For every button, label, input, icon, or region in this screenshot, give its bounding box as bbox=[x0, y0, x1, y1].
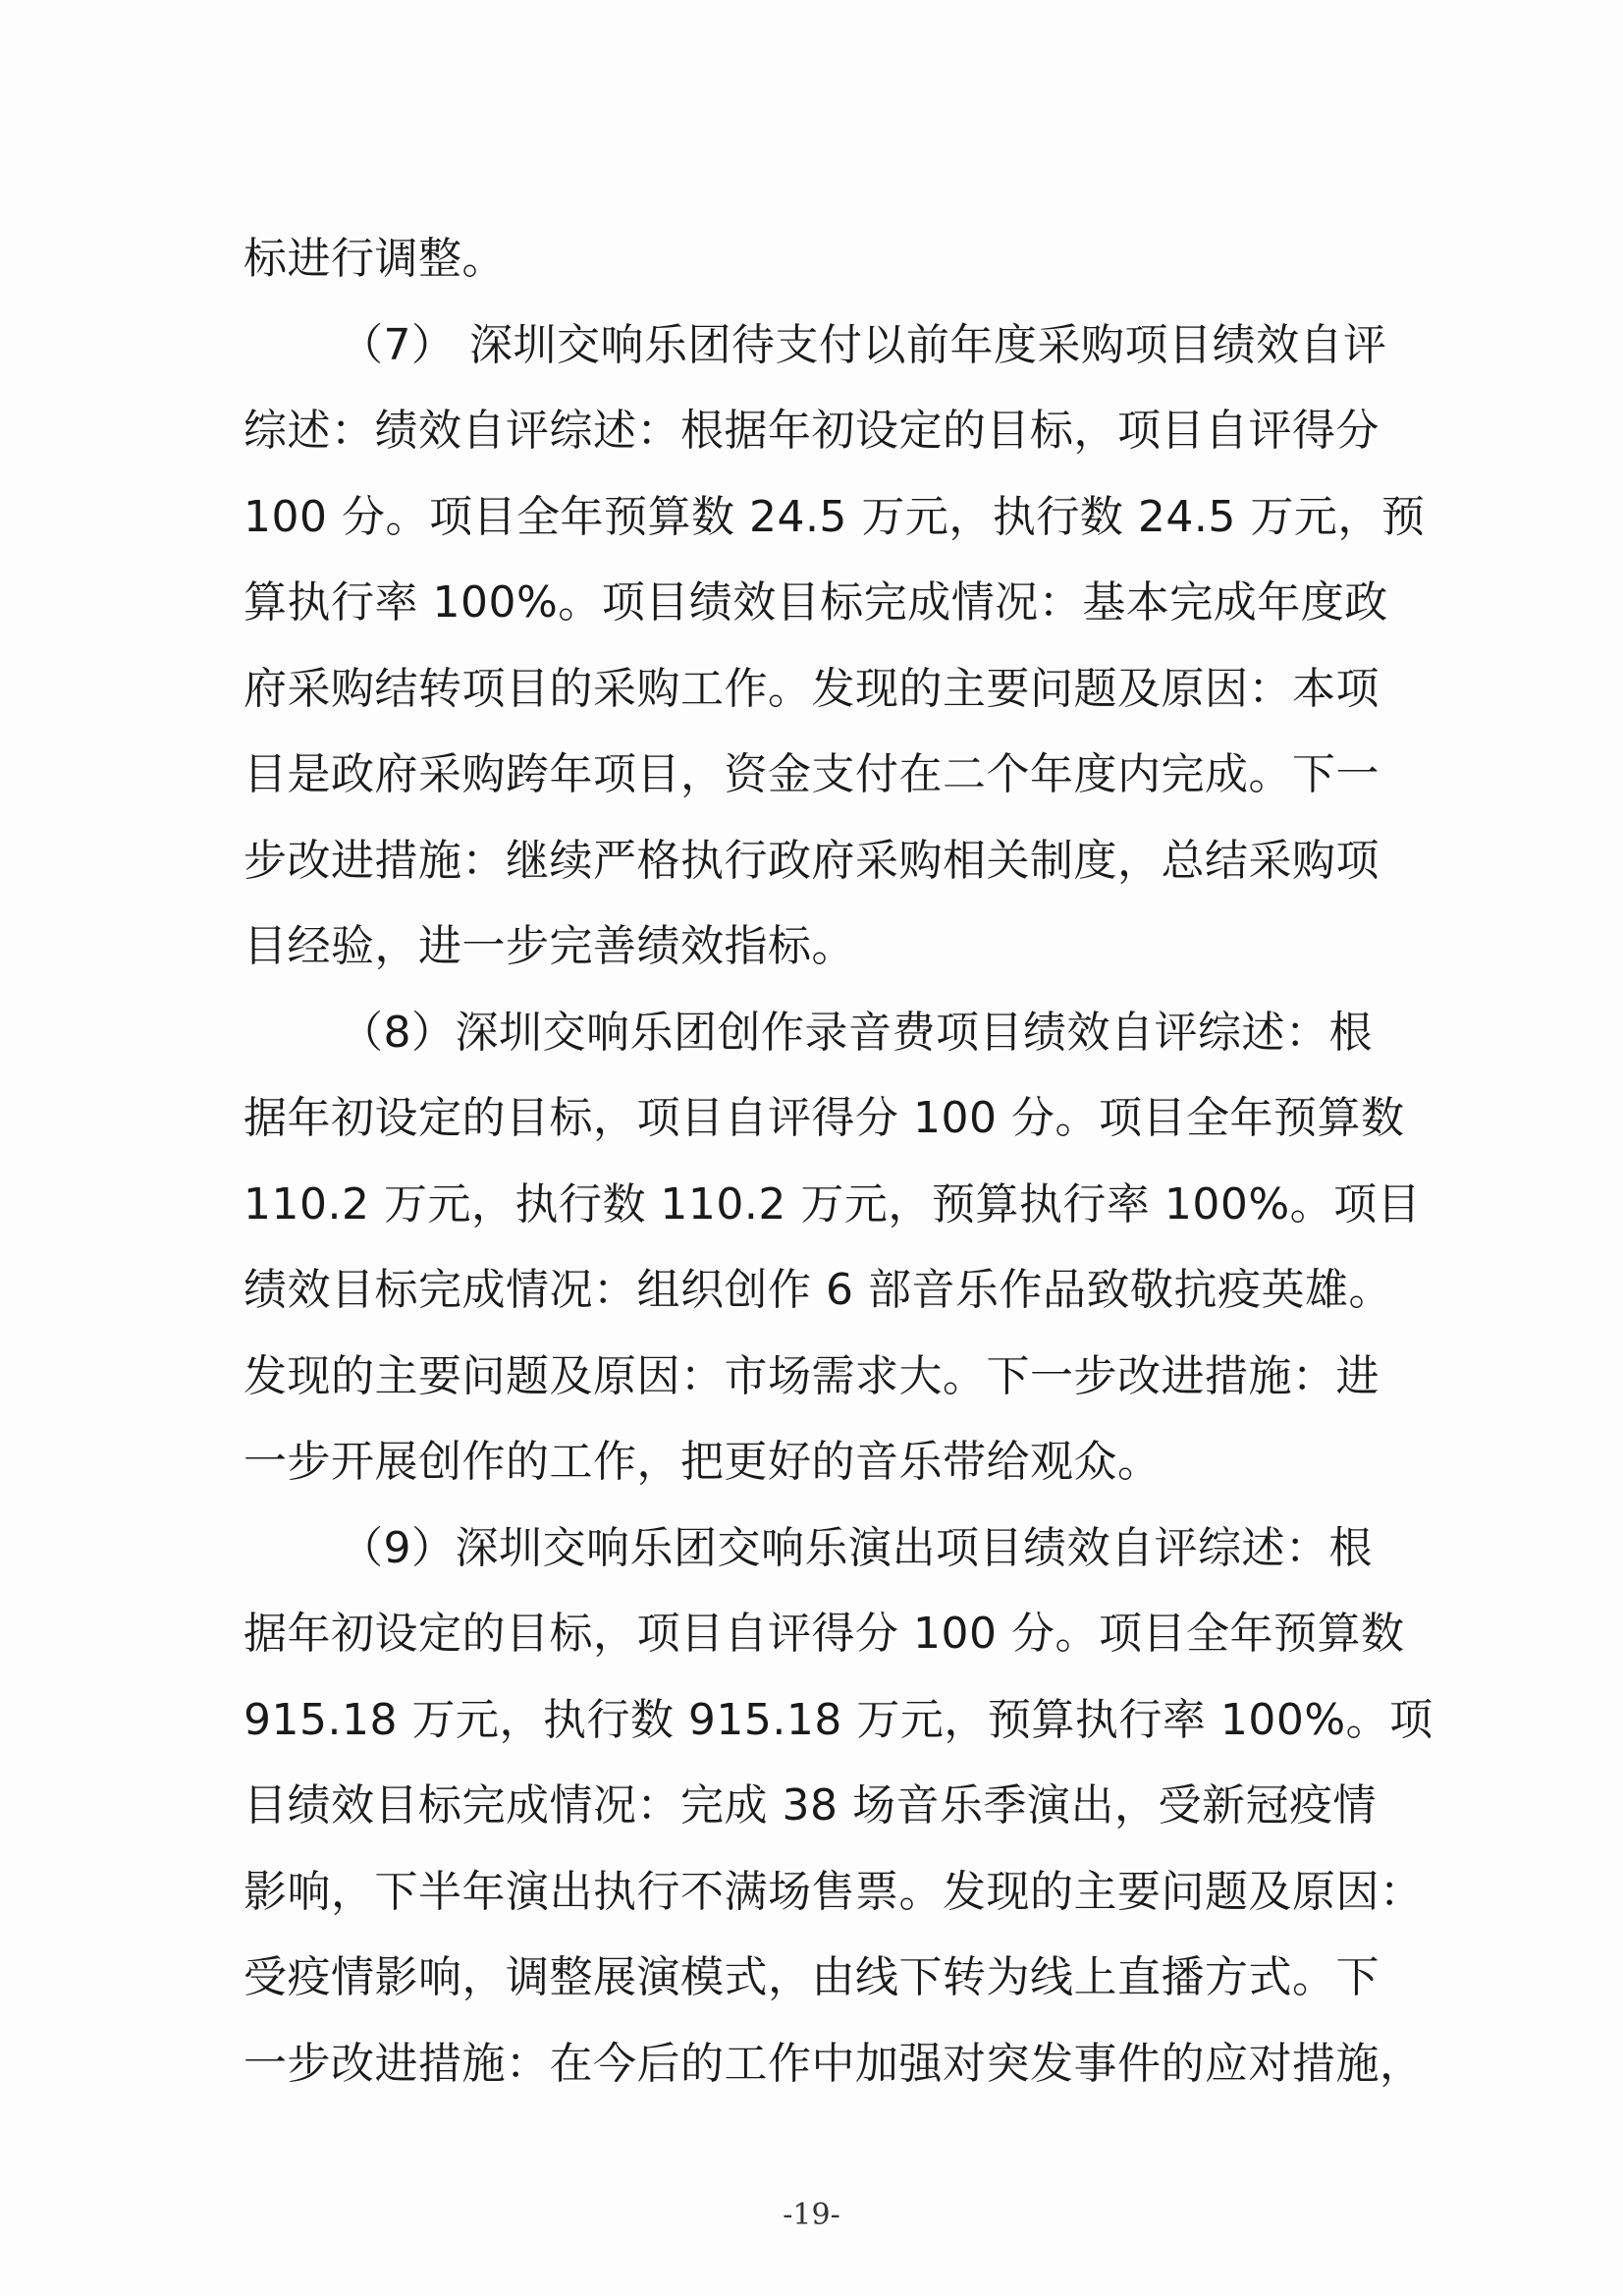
text-line: 915.18 万元，执行数 915.18 万元，预算执行率 100%。项 bbox=[243, 1694, 1434, 1745]
text-line: 据年初设定的目标，项目自评得分 100 分。项目全年预算数 bbox=[243, 1609, 1405, 1659]
text-line: 标进行调整。 bbox=[243, 234, 506, 284]
body-text bbox=[243, 216, 1434, 2106]
text-line: 影响，下半年演出执行不满场售票。发现的主要问题及原因： bbox=[243, 1866, 1424, 1917]
text-line: 据年初设定的目标，项目自评得分 100 分。项目全年预算数 bbox=[243, 1093, 1405, 1143]
page-number: -19- bbox=[783, 2198, 840, 2232]
text-line: 发现的主要问题及原因：市场需求大。下一步改进措施：进 bbox=[243, 1350, 1380, 1401]
text-line: 目经验，进一步完善绩效指标。 bbox=[243, 921, 855, 971]
text-line: 步改进措施：继续严格执行政府采购相关制度，总结采购项 bbox=[243, 835, 1380, 886]
paragraph-9-heading-line: （9）深圳交响乐团交响乐演出项目绩效自评综述：根 bbox=[340, 1522, 1373, 1573]
text-line: 算执行率 100%。项目绩效目标完成情况：基本完成年度政 bbox=[243, 577, 1388, 628]
text-line: 目绩效目标完成情况：完成 38 场音乐季演出，受新冠疫情 bbox=[243, 1780, 1377, 1831]
paragraph-7-heading-line: （7） 深圳交响乐团待支付以前年度采购项目绩效自评 bbox=[340, 319, 1387, 370]
text-line: 一步改进措施：在今后的工作中加强对突发事件的应对措施， bbox=[243, 2038, 1424, 2089]
text-line: 受疫情影响，调整展演模式，由线下转为线上直播方式。下 bbox=[243, 1952, 1380, 2002]
text-line: 综述：绩效自评综述：根据年初设定的目标，项目自评得分 bbox=[243, 406, 1380, 456]
text-line: 府采购结转项目的采购工作。发现的主要问题及原因：本项 bbox=[243, 663, 1380, 714]
text-line: 绩效目标完成情况：组织创作 6 部音乐作品致敬抗疫英雄。 bbox=[243, 1265, 1392, 1315]
text-line: 110.2 万元，执行数 110.2 万元，预算执行率 100%。项目 bbox=[243, 1178, 1422, 1230]
text-line: 目是政府采购跨年项目，资金支付在二个年度内完成。下一 bbox=[243, 749, 1380, 799]
text-line: 100 分。项目全年预算数 24.5 万元，执行数 24.5 万元，预 bbox=[243, 491, 1426, 542]
paragraph-8-heading-line: （8）深圳交响乐团创作录音费项目绩效自评综述：根 bbox=[340, 1007, 1373, 1058]
text-line: 一步开展创作的工作，把更好的音乐带给观众。 bbox=[243, 1437, 1162, 1487]
